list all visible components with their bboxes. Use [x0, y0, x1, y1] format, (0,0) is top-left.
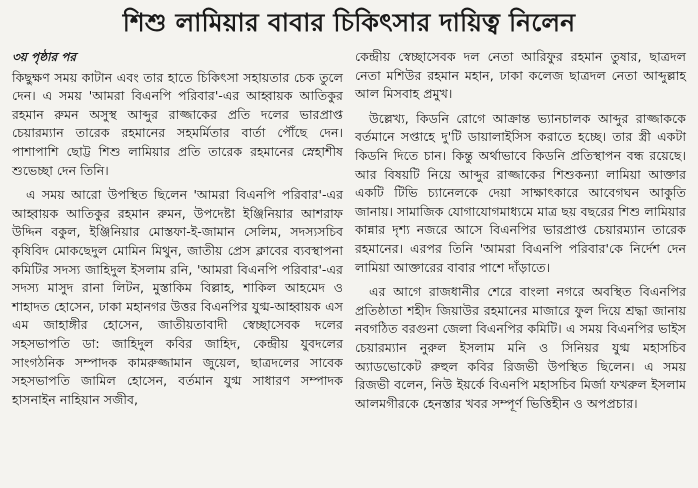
right-column [355, 48, 686, 419]
headline: শিশু লামিয়ার বাবার চিকিৎসার দায়িত্ব নিলেন [122, 8, 576, 37]
paragraph: উল্লেখ্য, কিডনি রোগে আক্রান্ত ভ্যানচালক আব্দুর রাজ্জাককে বর্তমানে সপ্তাহে দু'টি ডায়ালাইসিস করাতে হচ্ছে। তার স্ত্রী একটা কিডনি দিতে চান। কিন্তু অর্থাভাবে কিডনি প্রতিস্থাপন বন্ধ রয়েছে। আর বিষয়টি নিয়ে আব্দুর রাজ্জাকের শিশুকন্যা লামিয়া আক্তার একটি টিভি চ্যানেলকে দেয়া সাক্ষাৎকারে আবেগঘন আকুতি জানায়। সামাজিক যোগাযোগমাধ্যমে মাত্র ছয় বছরের শিশু লামিয়ার কান্নার দৃশ্য নজরে আসে বিএনপির ভারপ্রাপ্ত চেয়ারম্যান তারেক রহমানের। এরপর তিনি 'আমরা বিএনপি পরিবার'কে নির্দেশ দেন লামিয়া আক্তারের বাবার পাশে দাঁড়াতে। [355, 110, 686, 275]
paragraph: এ সময় আরো উপস্থিত ছিলেন 'আমরা বিএনপি পরিবার'-এর আহ্বায়ক আতিকুর রহমান রুমন, উপদেষ্টা ইঞ্জিনিয়ার আশরাফ উদ্দিন বকুল, ইঞ্জিনিয়ার মোস্তফা-ই-জামান সেলিম, সদস্যসচিব কৃষিবিদ মোকছেদুল মোমিন মিথুন, জাতীয় প্রেস ক্লাবের ব্যবস্থাপনা কমিটির সদস্য জাহিদুল ইসলাম রনি, 'আমরা বিএনপি পরিবার'-এর সদস্য মাসুদ রানা লিটন, মুস্তাকিম বিল্লাহ, শাকিল আহমেদ ও শাহাদত হোসেন, ঢাকা মহানগর উত্তর বিএনপির যুগ্ম-আহ্বায়ক এস এম জাহাঙ্গীর হোসেন, জাতীয়তাবাদী স্বেচ্ছাসেবক দলের সহসভাপতি ডা: জাহিদুল কবির জাহিদ, কেন্দ্রীয় যুবদলের সাংগঠনিক সম্পাদক কামরুজ্জামান জুয়েল, ছাত্রদলের সাবেক সহসভাপতি জামিল হোসেন, বর্তমান যুগ্ম সাধারণ সম্পাদক হাসনাইন নাহিয়ান সজীব, [12, 187, 343, 407]
continued-label: ৩য় পৃষ্ঠার পর [12, 50, 77, 64]
left-column [12, 48, 343, 419]
article-body [12, 48, 686, 419]
paragraph: কিছুক্ষণ সময় কাটান এবং তার হাতে চিকিৎসা সহায়তার চেক তুলে দেন। এ সময় 'আমরা বিএনপি পরিবার'-এর আহ্বায়ক আতিকুর রহমান রুমন অসুস্থ আব্দুর রাজ্জাকের প্রতি দলের ভারপ্রাপ্ত চেয়ারম্যান তারেক রহমানের সহমর্মিতার বার্তা পৌঁছে দেন। পাশাপাশি ছোট্ট শিশু লামিয়ার প্রতি তারেক রহমানের স্নেহাশীষ শুভেচ্ছা দেন তিনি। [12, 69, 343, 178]
paragraph: কেন্দ্রীয় স্বেচ্ছাসেবক দল নেতা আরিফুর রহমান তুষার, ছাত্রদল নেতা মশিউর রহমান মহান, ঢাকা কলেজ ছাত্রদল নেতা আব্দুল্লাহ আল মিসবাহ প্রমুখ। [355, 49, 686, 102]
paragraph: এর আগে রাজধানীর শেরে বাংলা নগরে অবস্থিত বিএনপির প্রতিষ্ঠাতা শহীদ জিয়াউর রহমানের মাজারে ফুল দিয়ে শ্রদ্ধা জানায় নবগঠিত বরগুনা জেলা বিএনপির কমিটি। এ সময় বিএনপির ভাইস চেয়ারম্যান নুরুল ইসলাম মনি ও সিনিয়র যুগ্ম মহাসচিব অ্যাডভোকেট রুহুল কবির রিজভী উপস্থিত ছিলেন। এ সময় রিজভী বলেন, নিউ ইয়র্কে বিএনপি মহাসচিব মির্জা ফখরুল ইসলাম আলমগীরকে হেনস্তার খবর সম্পূর্ণ ভিত্তিহীন ও অপপ্রচার। [355, 284, 686, 411]
